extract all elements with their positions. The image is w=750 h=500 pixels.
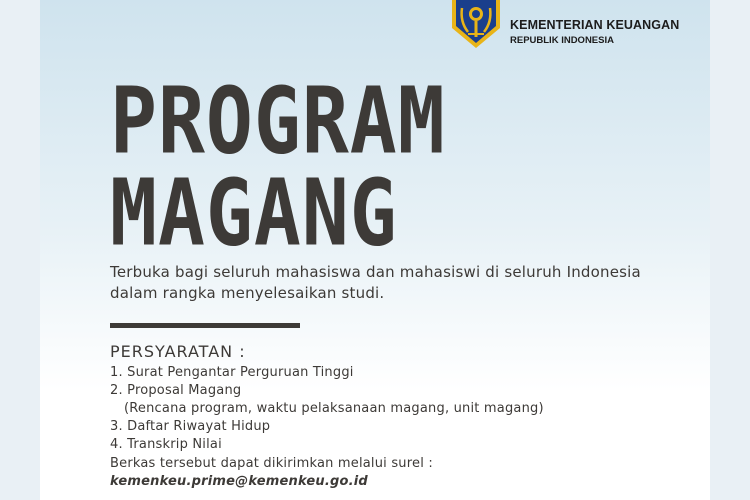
section-divider xyxy=(110,323,300,328)
org-subtitle: REPUBLIK INDONESIA xyxy=(510,35,614,46)
org-name: KEMENTERIAN KEUANGAN xyxy=(510,18,680,32)
contact-email: kemenkeu.prime@kemenkeu.go.id xyxy=(110,474,368,489)
title-line-1: PROGRAM xyxy=(110,68,446,176)
ministry-emblem-icon xyxy=(450,0,502,50)
requirement-item: 3. Daftar Riwayat Hidup xyxy=(110,419,271,434)
requirement-item: 2. Proposal Magang xyxy=(110,383,242,398)
requirements-heading: PERSYARATAN : xyxy=(110,342,246,361)
title-line-2: MAGANG xyxy=(110,160,398,268)
internship-poster xyxy=(40,0,710,500)
ministry-logo xyxy=(450,0,710,50)
requirement-item: 4. Transkrip Nilai xyxy=(110,437,222,452)
requirement-item: 1. Surat Pengantar Perguruan Tinggi xyxy=(110,365,354,380)
requirement-item-detail: (Rencana program, waktu pelaksanaan magang, unit magang) xyxy=(124,401,544,416)
requirements-list xyxy=(110,364,544,454)
submission-note: Berkas tersebut dapat dikirimkan melalui surel : xyxy=(110,456,433,471)
intro-text: Terbuka bagi seluruh mahasiswa dan mahasiswi di seluruh Indonesia dalam rangka menyelesaikan studi. xyxy=(110,263,641,302)
